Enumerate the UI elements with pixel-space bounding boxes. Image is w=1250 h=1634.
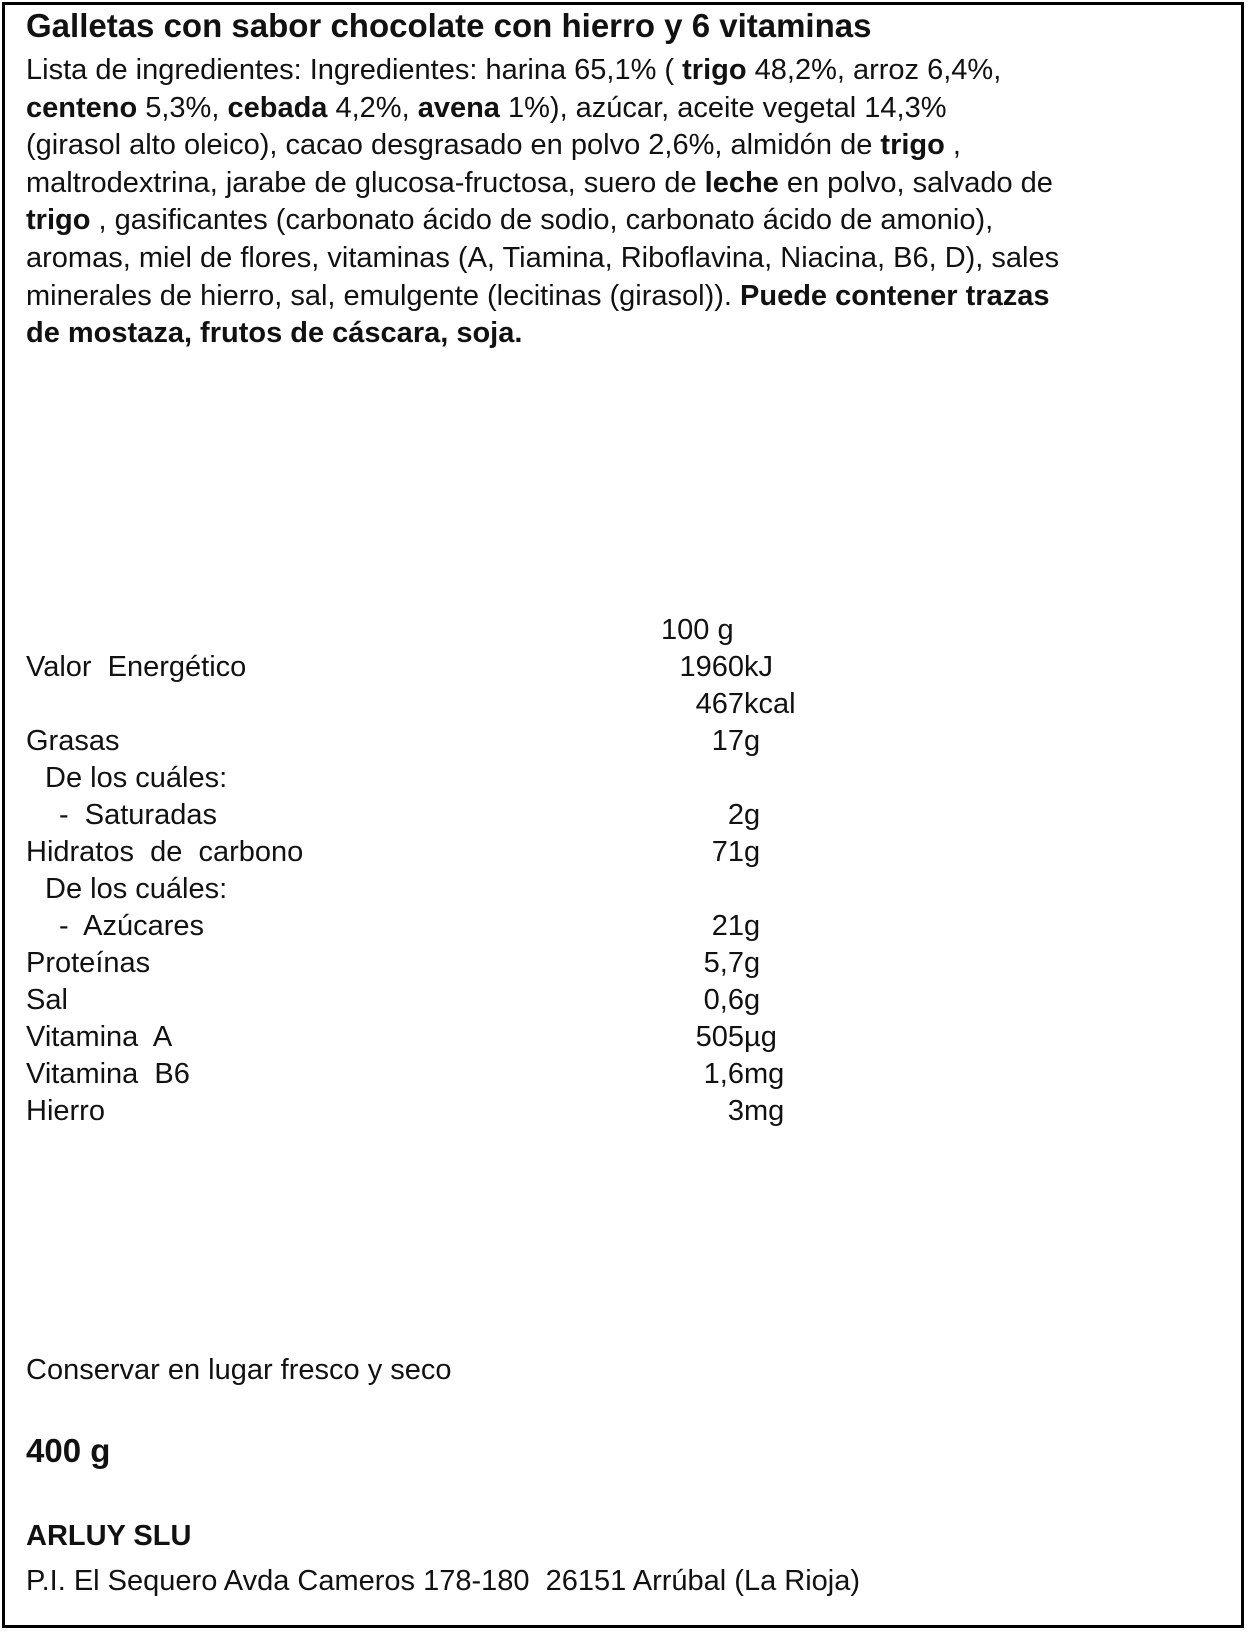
nutrient-label: - Azúcares — [59, 910, 205, 942]
nutrition-row-vitamin-a — [26, 1019, 826, 1056]
nutrient-label: De los cuáles: — [45, 873, 228, 905]
nutrient-value: 1,6 — [703, 1058, 744, 1090]
nutrition-row-of-which — [26, 871, 826, 908]
ingredients-text: en polvo, salvado de — [778, 166, 1053, 199]
nutrient-value: 3 — [727, 1095, 744, 1127]
ingredients-line — [26, 165, 1216, 203]
nutrition-row-saturated — [26, 797, 826, 834]
ingredients-line — [26, 52, 1216, 90]
nutrient-value: 21 — [711, 910, 744, 942]
nutrient-label: Grasas — [26, 725, 120, 757]
allergen-wheat: trigo — [682, 54, 747, 86]
nutrient-label: De los cuáles: — [45, 762, 228, 794]
nutrition-row-fat — [26, 723, 826, 760]
nutrition-row-energy-kj — [26, 649, 826, 686]
nutrient-label: Vitamina B6 — [26, 1058, 190, 1090]
traces-warning: de mostaza, frutos de cáscara, soja. — [26, 317, 523, 350]
allergen-milk: leche — [704, 166, 779, 199]
nutrient-unit: mg — [744, 1058, 785, 1090]
nutrient-unit: g — [744, 836, 761, 868]
product-title: Galletas con sabor chocolate con hierro y 6 vitaminas — [26, 7, 872, 44]
nutrient-value: 2 — [727, 799, 744, 831]
nutrient-value: 505 — [695, 1021, 744, 1053]
nutrient-value: 17 — [711, 725, 744, 757]
nutrient-unit: kcal — [744, 688, 796, 720]
allergen-oats: avena — [417, 91, 500, 124]
ingredients-line — [26, 90, 1216, 128]
traces-warning-line — [26, 315, 1216, 353]
nutrition-row-carbohydrates — [26, 834, 826, 871]
nutrition-row-sugars — [26, 908, 826, 945]
nutrition-row-vitamin-b6 — [26, 1056, 826, 1093]
ingredients-text: , — [944, 129, 961, 162]
nutrient-value: 467 — [695, 688, 744, 720]
net-weight: 400 g — [26, 1432, 111, 1469]
ingredients-text: Lista de ingredientes: Ingredientes: harina 65,1% ( — [26, 54, 683, 86]
nutrient-unit: g — [744, 910, 761, 942]
allergen-wheat: trigo — [26, 204, 91, 237]
nutrient-label: Proteínas — [26, 947, 151, 979]
allergen-rye: centeno — [26, 91, 138, 124]
company-address: P.I. El Sequero Avda Cameros 178-180 26151 Arrúbal (La Rioja) — [26, 1565, 861, 1597]
ingredients-text: 48,2%, arroz 6,4%, — [746, 54, 1002, 86]
ingredients-line — [26, 202, 1216, 240]
nutrition-row-protein — [26, 945, 826, 982]
ingredients-text: minerales de hierro, sal, emulgente (lecitinas (girasol)). — [26, 279, 741, 312]
nutrition-row-of-which — [26, 760, 826, 797]
allergen-wheat: trigo — [880, 129, 945, 162]
nutrient-unit: g — [744, 984, 761, 1016]
storage-instructions: Conservar en lugar fresco y seco — [26, 1354, 452, 1386]
traces-warning: Puede contener trazas — [740, 279, 1050, 312]
ingredients-text: maltrodextrina, jarabe de glucosa-fructosa, suero de — [26, 166, 705, 199]
nutrient-label: - Saturadas — [59, 799, 217, 831]
nutrition-row-energy-kcal — [26, 686, 826, 723]
nutrient-label: Hierro — [26, 1095, 105, 1127]
ingredients-list — [26, 52, 1216, 353]
nutrient-label: Vitamina A — [26, 1021, 173, 1053]
ingredients-line — [26, 127, 1216, 165]
nutrient-unit: kJ — [744, 651, 773, 683]
nutrient-label: Hidratos de carbono — [26, 836, 304, 868]
ingredients-text: 4,2%, — [327, 91, 418, 124]
nutrient-value: 1960 — [679, 651, 744, 683]
nutrition-header-per-100g: 100 g — [661, 614, 734, 646]
nutrition-row-iron — [26, 1093, 826, 1130]
nutrient-label: Valor Energético — [26, 651, 247, 683]
nutrient-label: Sal — [26, 984, 68, 1016]
nutrient-unit: g — [744, 799, 761, 831]
ingredients-text: 1%), azúcar, aceite vegetal 14,3% — [499, 91, 947, 124]
ingredients-text: 5,3%, — [137, 91, 228, 124]
nutrient-value: 71 — [711, 836, 744, 868]
ingredients-line: aromas, miel de flores, vitaminas (A, Tiamina, Riboflavina, Niacina, B6, D), sales — [26, 241, 1060, 274]
nutrient-value: 5,7 — [703, 947, 744, 979]
nutrition-table — [26, 612, 826, 1132]
nutrient-unit: g — [744, 725, 761, 757]
nutrient-unit: mg — [744, 1095, 785, 1127]
nutrient-unit: µg — [744, 1021, 777, 1053]
ingredients-text: , gasificantes (carbonato ácido de sodio, carbonato ácido de amonio), — [90, 204, 994, 237]
ingredients-line — [26, 278, 1216, 316]
nutrient-unit: g — [744, 947, 761, 979]
company-name: ARLUY SLU — [26, 1520, 192, 1552]
ingredients-text: (girasol alto oleico), cacao desgrasado en polvo 2,6%, almidón de — [26, 129, 881, 162]
nutrient-value: 0,6 — [703, 984, 744, 1016]
allergen-barley: cebada — [227, 91, 328, 124]
nutrition-row-salt — [26, 982, 826, 1019]
